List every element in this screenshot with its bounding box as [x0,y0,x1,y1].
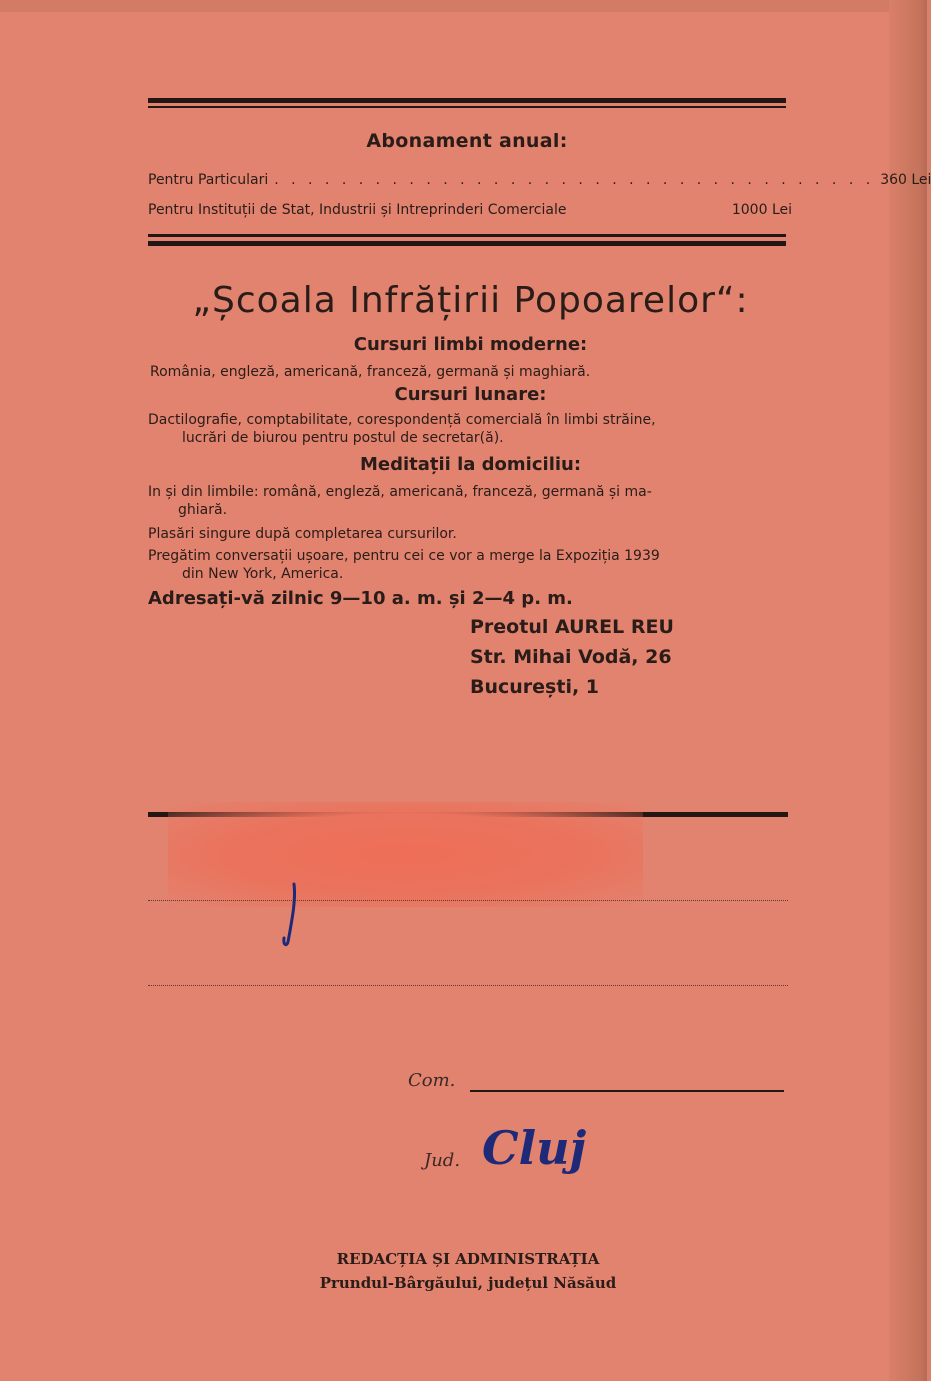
tutoring-heading: Meditații la domiciliu: [359,454,582,475]
middle-rule [148,234,786,246]
tutoring-text-2: ghiară. [178,502,228,518]
handwritten-county [478,1112,638,1182]
worn-top-edge [0,0,927,12]
county-label: Jud. [424,1150,461,1171]
contact-street: Str. Mihai Vodă, 26 [470,646,672,668]
contact-name: Preotul AUREL REU [470,616,674,638]
footer-line-2: Prundul-Bârgăului, județul Năsăud [319,1274,617,1292]
subscription-heading: Abonament anual: [366,130,568,152]
address-line-1 [148,900,788,901]
price-row-private [148,172,931,188]
office-hours: Adresați-vă zilnic 9—10 a. m. și 2—4 p. m. [148,588,573,609]
monthly-text-2: lucrări de biurou pentru postul de secretar(ă). [182,430,504,446]
leader-dots: . . . . . . . . . . . . . . . . . . . . . . . . . . . . . . . . . . . . [274,172,875,188]
contact-city: București, 1 [470,676,600,698]
top-rule [148,98,786,108]
price-value: 360 Lei [880,172,931,188]
svg-text:Cluj: Cluj [482,1121,587,1175]
conversation-text-2: din New York, America. [182,566,344,582]
address-line-2 [148,985,788,986]
monthly-text-1: Dactilografie, comptabilitate, corespondență comercială în limbi străine, [148,412,656,428]
tutoring-text-1: In și din limbile: română, engleză, americană, franceză, germană și ma- [148,484,652,500]
price-label: Pentru Particulari [148,172,269,188]
commune-line [470,1090,784,1092]
languages-heading: Cursuri limbi moderne: [353,334,588,355]
handwritten-stroke [280,880,300,950]
price-row-institutions [148,202,792,218]
placement-text: Plasări singure după completarea cursurilor. [148,526,457,542]
commune-label: Com. [408,1070,456,1091]
price-value: 1000 Lei [731,202,792,218]
monthly-heading: Cursuri lunare: [394,384,547,405]
redacted-name-area [168,802,643,907]
price-label: Pentru Instituții de Stat, Industrii și Intreprinderi Comerciale [148,202,567,218]
school-title: „Școala Infrățirii Popoarelor“: [192,280,749,321]
languages-text: România, engleză, americană, franceză, germană și maghiară. [150,364,591,380]
footer-line-1: REDACȚIA ȘI ADMINISTRAȚIA [336,1250,600,1268]
worn-right-edge [889,0,927,1381]
conversation-text-1: Pregătim conversații ușoare, pentru cei ce vor a merge la Expoziția 1939 [148,548,660,564]
